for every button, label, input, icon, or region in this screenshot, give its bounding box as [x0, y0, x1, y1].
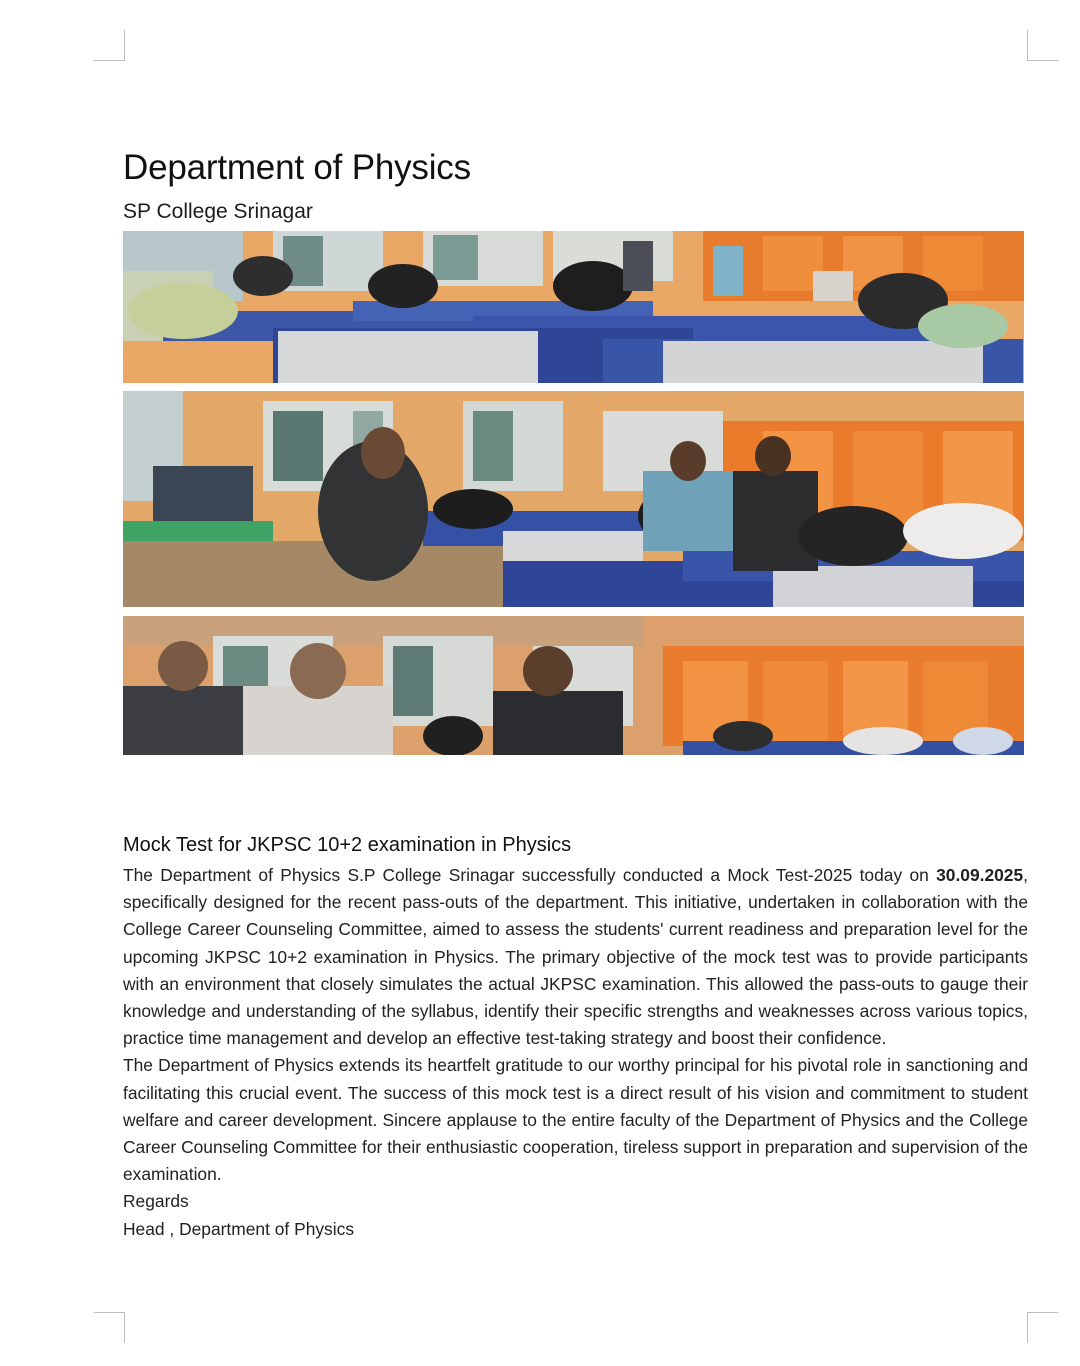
signature: Head , Department of Physics [123, 1218, 355, 1239]
paragraph-1-rest: , specifically designed for the recent pass-outs of the department. This initiative, undertaken in collaboration with the College Career Counseling Committee, aimed to assess the students' current readiness and preparation level for the upcoming JKPSC 10+2 examination in Physics. The primary objective of the mock test was to provide participants with an environment that closely simulates the actual JKPSC examination. This allowed the pass-outs to gauge their knowledge and understanding of the syllabus, identify their specific strengths and weaknesses across various topics, practice time management and develop an effective test-taking strategy and boost their confidence. [123, 865, 1028, 1049]
page-subtitle: SP College Srinagar [123, 200, 313, 223]
photo-supervision [123, 391, 1024, 607]
photo-students-writing [123, 231, 1024, 383]
crop-mark-bottom-right [1027, 1312, 1058, 1343]
article-body [123, 862, 1028, 1243]
crop-mark-bottom-left [94, 1312, 125, 1343]
crop-mark-top-right [1027, 30, 1058, 61]
article-heading: Mock Test for JKPSC 10+2 examination in Physics [123, 834, 572, 856]
paragraph-1-intro: The Department of Physics S.P College Srinagar successfully conducted a Mock Test-2025 today on [123, 865, 937, 885]
article-paragraph-1 [123, 862, 1028, 1052]
page-title: Department of Physics [123, 148, 471, 187]
article-paragraph-2: The Department of Physics extends its heartfelt gratitude to our worthy principal for his pivotal role in sanctioning and facilitating this crucial event. The success of this mock test is a direct result of his vision and commitment to student welfare and career development. Sincere applause to the entire faculty of the Department of Physics and the College Career Counseling Committee for their enthusiastic cooperation, tireless support in preparation and supervision of the examination. [123, 1055, 1028, 1185]
event-date: 30.09.2025 [936, 865, 1024, 885]
closing-regards: Regards [123, 1191, 189, 1212]
crop-mark-top-left [94, 30, 125, 61]
photo-faculty [123, 616, 1024, 755]
